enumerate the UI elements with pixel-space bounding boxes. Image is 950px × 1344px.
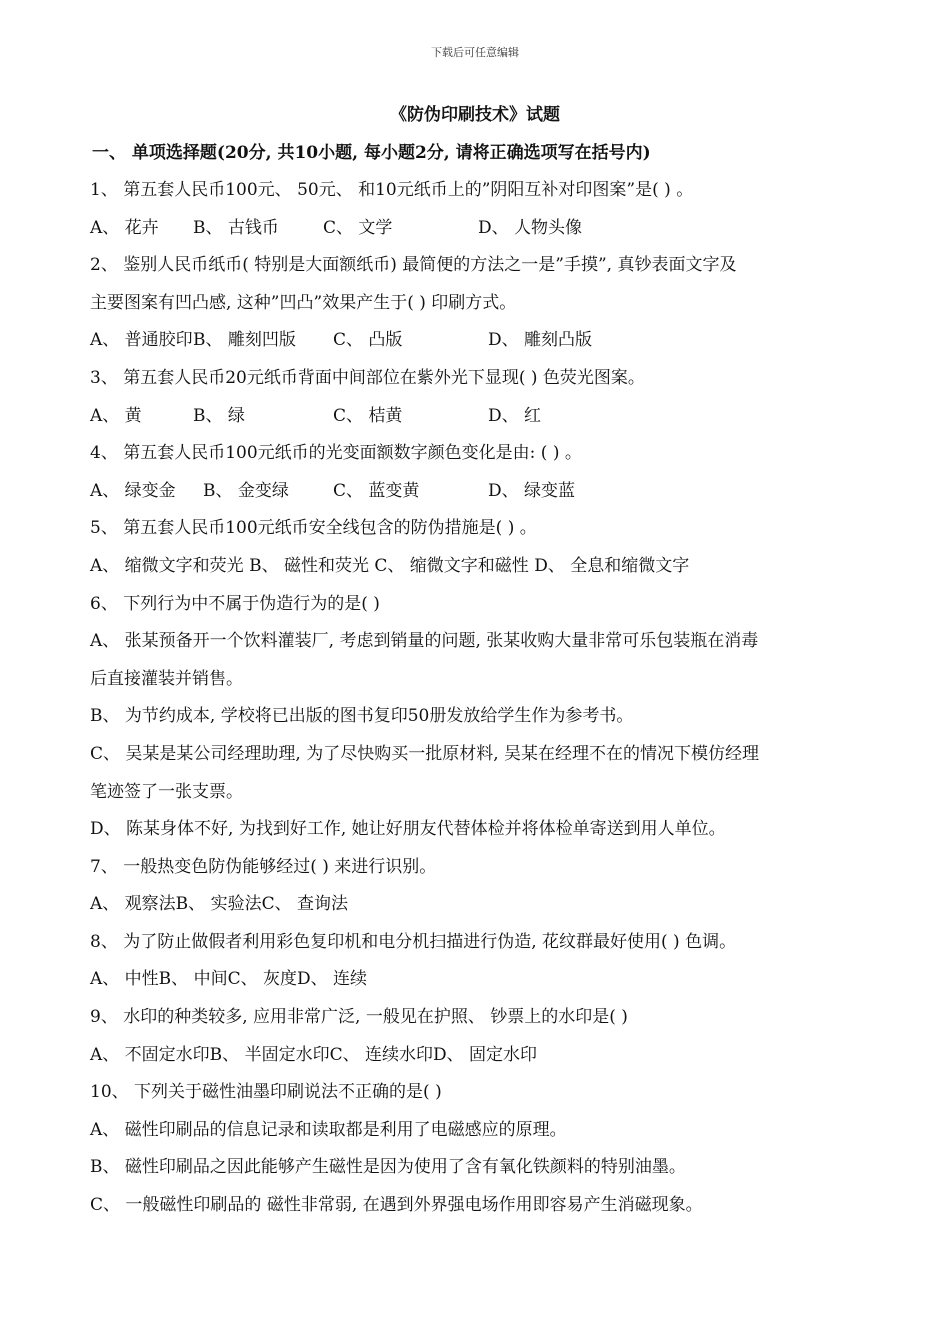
option-a: A、 普通胶印 xyxy=(90,330,193,351)
options-2 xyxy=(90,322,870,360)
option-b: B、 金变绿 xyxy=(203,480,289,501)
option-b: B、 古钱币 xyxy=(193,217,279,238)
question-8: 8、 为了防止做假者利用彩色复印机和电分机扫描进行伪造, 花纹群最好使用( ) 色调。 xyxy=(90,931,737,952)
option-10b: B、 磁性印刷品之因此能够产生磁性是因为使用了含有氧化铁颜料的特别油墨。 xyxy=(90,1157,686,1178)
options-3 xyxy=(90,398,870,436)
option-d: D、 人物头像 xyxy=(478,217,583,238)
option-6a-cont: 后直接灌装并销售。 xyxy=(90,668,243,689)
option-6b: B、 为节约成本, 学校将已出版的图书复印50册发放给学生作为参考书。 xyxy=(90,706,634,727)
option-c: C、 文学 xyxy=(323,217,393,238)
question-5: 5、 第五套人民币100元纸币安全线包含的防伪措施是( ) 。 xyxy=(90,518,537,539)
option-d: D、 红 xyxy=(488,405,542,426)
question-4: 4、 第五套人民币100元纸币的光变面额数字颜色变化是由: ( ) 。 xyxy=(90,443,582,464)
options-8: A、 中性B、 中间C、 灰度D、 连续 xyxy=(90,969,368,990)
option-6c: C、 吴某是某公司经理助理, 为了尽快购买一批原材料, 吴某在经理不在的情况下模仿经理 xyxy=(90,743,760,764)
option-10a: A、 磁性印刷品的信息记录和读取都是利用了电磁感应的原理。 xyxy=(90,1119,567,1140)
question-1: 1、 第五套人民币100元、 50元、 和10元纸币上的”阴阳互补对印图案”是( ) 。 xyxy=(90,180,694,200)
options-4 xyxy=(90,473,870,511)
options-7: A、 观察法B、 实验法C、 查询法 xyxy=(90,894,348,915)
option-d: D、 雕刻凸版 xyxy=(488,330,593,351)
option-6c-cont: 笔迹签了一张支票。 xyxy=(90,781,243,802)
exam-content xyxy=(90,172,870,1225)
option-a: A、 花卉 xyxy=(90,217,159,238)
question-10: 10、 下列关于磁性油墨印刷说法不正确的是( ) xyxy=(90,1082,442,1103)
option-6d: D、 陈某身体不好, 为找到好工作, 她让好朋友代替体检并将体检单寄送到用人单位。 xyxy=(90,819,726,840)
exam-title: 《防伪印刷技术》试题 xyxy=(390,105,560,125)
option-6a: A、 张某预备开一个饮料灌装厂, 考虑到销量的问题, 张某收购大量非常可乐包装瓶在消毒 xyxy=(90,631,759,652)
option-c: C、 蓝变黄 xyxy=(333,480,420,501)
question-2-cont: 主要图案有凹凸感, 这种”凹凸”效果产生于( ) 印刷方式。 xyxy=(90,292,517,313)
question-6: 6、 下列行为中不属于伪造行为的是( ) xyxy=(90,593,380,614)
option-a: A、 黄 xyxy=(90,405,142,426)
option-d: D、 绿变蓝 xyxy=(488,480,576,501)
section-heading: 一、 单项选择题(20分, 共10小题, 每小题2分, 请将正确选项写在括号内) xyxy=(92,143,651,163)
option-c: C、 桔黄 xyxy=(333,405,403,426)
options-1 xyxy=(90,210,870,248)
option-b: B、 绿 xyxy=(193,405,245,426)
option-b: B、 雕刻凹版 xyxy=(193,330,296,351)
option-c: C、 凸版 xyxy=(333,330,403,351)
option-10c: C、 一般磁性印刷品的 磁性非常弱, 在遇到外界强电场作用即容易产生消磁现象。 xyxy=(90,1195,703,1216)
page-header: 下载后可任意编辑 xyxy=(431,46,519,59)
option-a: A、 绿变金 xyxy=(90,480,176,501)
question-2: 2、 鉴别人民币纸币( 特别是大面额纸币) 最简便的方法之一是”手摸”, 真钞表面文字及 xyxy=(90,255,737,276)
question-7: 7、 一般热变色防伪能够经过( ) 来进行识别。 xyxy=(90,856,437,877)
options-5: A、 缩微文字和荧光 B、 磁性和荧光 C、 缩微文字和磁性 D、 全息和缩微文字 xyxy=(90,555,690,576)
question-9: 9、 水印的种类较多, 应用非常广泛, 一般见在护照、 钞票上的水印是( ) xyxy=(90,1007,628,1028)
options-9: A、 不固定水印B、 半固定水印C、 连续水印D、 固定水印 xyxy=(90,1044,538,1065)
question-3: 3、 第五套人民币20元纸币背面中间部位在紫外光下显现( ) 色荧光图案。 xyxy=(90,367,645,388)
